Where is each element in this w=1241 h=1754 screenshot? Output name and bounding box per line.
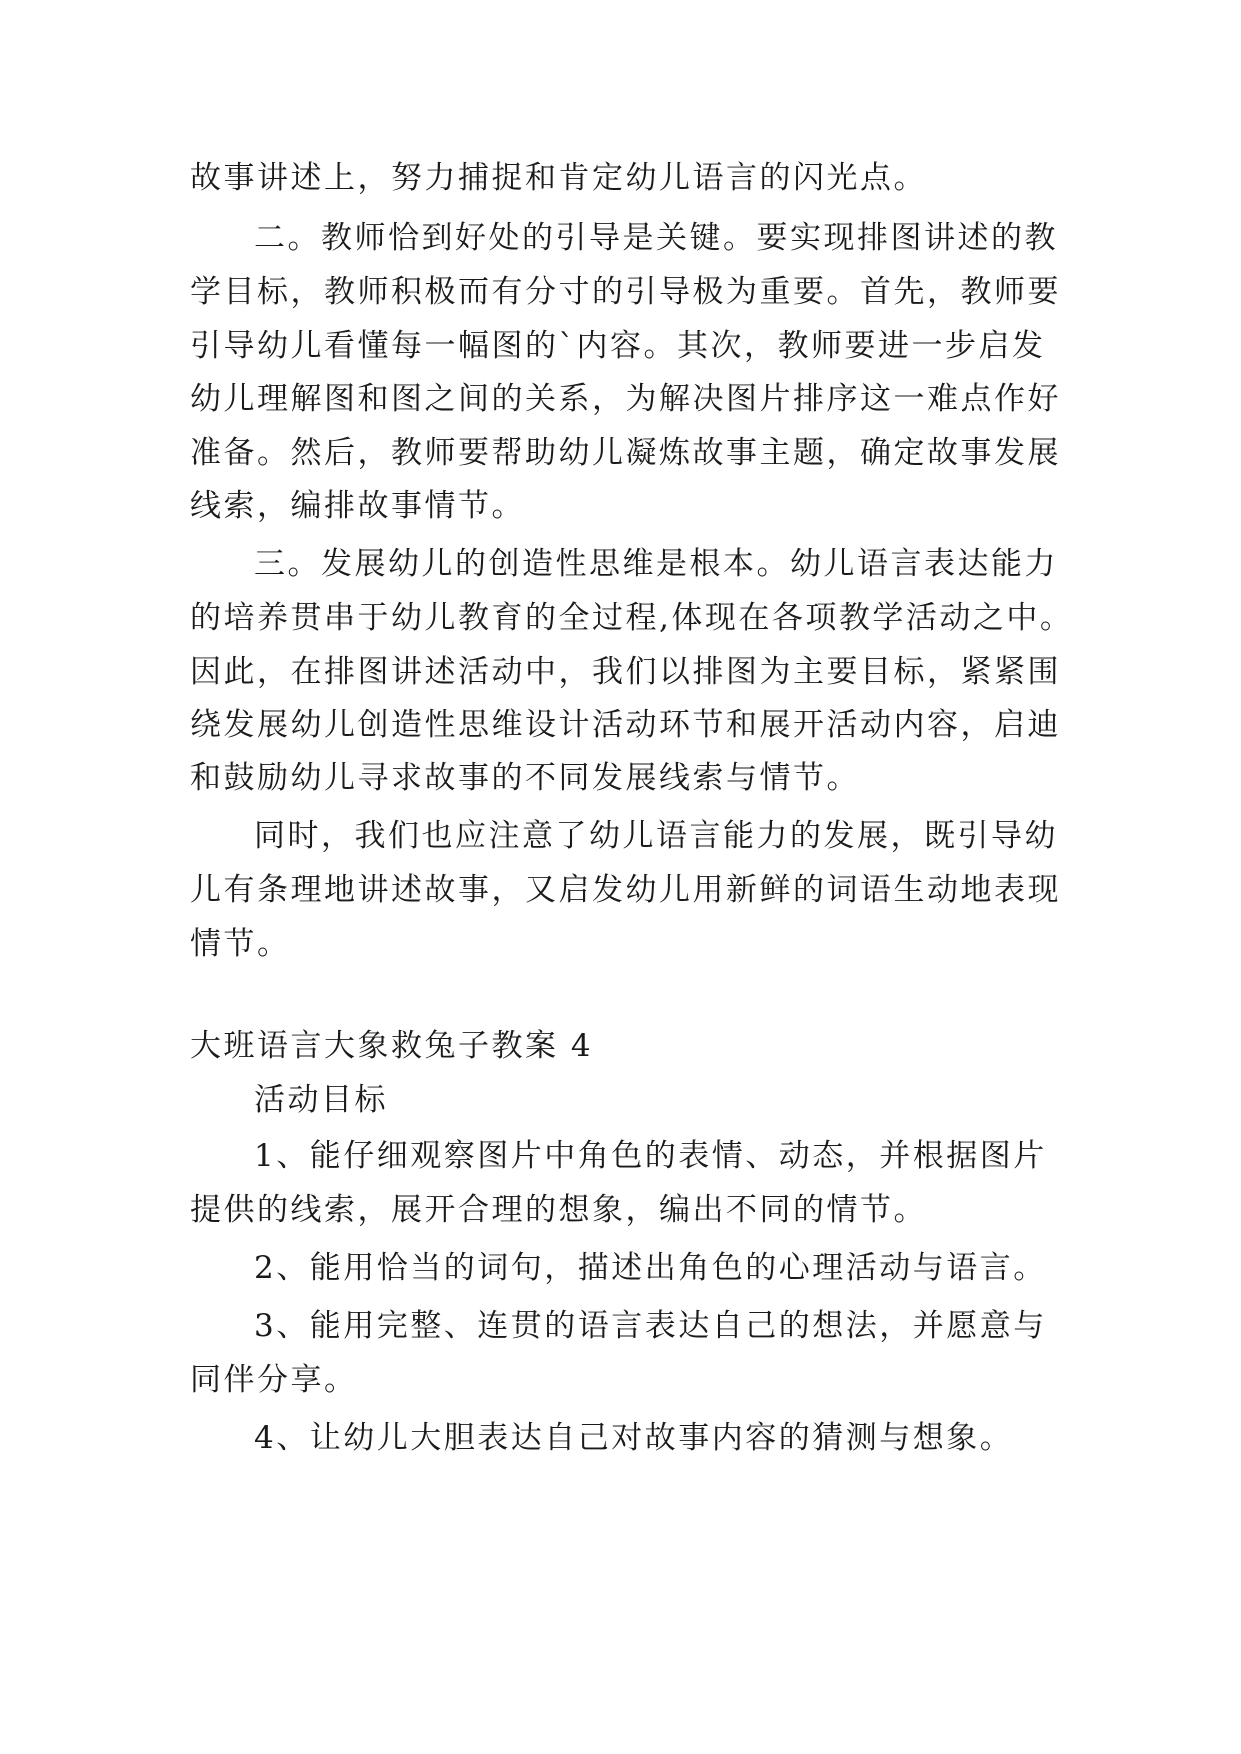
text-line: 学目标，教师积极而有分寸的引导极为重要。首先，教师要: [190, 274, 1061, 310]
text-line: 提供的线索，展开合理的想象，编出不同的情节。: [190, 1192, 927, 1228]
list-item: 4、让幼儿大胆表达自己对故事内容的猜测与想象。: [254, 1420, 1014, 1456]
subheading: 活动目标: [254, 1082, 388, 1118]
text-line: 同伴分享。: [190, 1362, 358, 1398]
list-item: 1、能仔细观察图片中角色的表情、动态，并根据图片: [254, 1138, 1047, 1174]
text-line: 绕发展幼儿创造性思维设计活动环节和展开活动内容，启迪: [190, 707, 1061, 743]
text-line: 故事讲述上，努力捕捉和肯定幼儿语言的闪光点。: [190, 160, 927, 196]
section-heading: 大班语言大象救兔子教案 4: [190, 1028, 594, 1064]
text-line: 引导幼儿看懂每一幅图的`内容。其次，教师要进一步启发: [190, 328, 1046, 364]
paragraph-line: 三。发展幼儿的创造性思维是根本。幼儿语言表达能力: [254, 546, 1058, 582]
text-line: 准备。然后，教师要帮助幼儿凝炼故事主题，确定故事发展: [190, 435, 1061, 471]
paragraph-line: 同时，我们也应注意了幼儿语言能力的发展，既引导幼: [254, 818, 1058, 854]
text-line: 情节。: [190, 926, 291, 962]
text-line: 幼儿理解图和图之间的关系，为解决图片排序这一难点作好: [190, 381, 1061, 417]
paragraph-line: 二。教师恰到好处的引导是关键。要实现排图讲述的教: [254, 220, 1058, 256]
text-line: 因此，在排图讲述活动中，我们以排图为主要目标，紧紧围: [190, 654, 1061, 690]
text-line: 儿有条理地讲述故事，又启发幼儿用新鲜的词语生动地表现: [190, 872, 1061, 908]
text-line: 的培养贯串于幼儿教育的全过程,体现在各项教学活动之中。: [190, 600, 1074, 636]
text-line: 线索，编排故事情节。: [190, 488, 525, 524]
list-item: 2、能用恰当的词句，描述出角色的心理活动与语言。: [254, 1250, 1047, 1286]
text-line: 和鼓励幼儿寻求故事的不同发展线索与情节。: [190, 760, 860, 796]
list-item: 3、能用完整、连贯的语言表达自己的想法，并愿意与: [254, 1308, 1047, 1344]
